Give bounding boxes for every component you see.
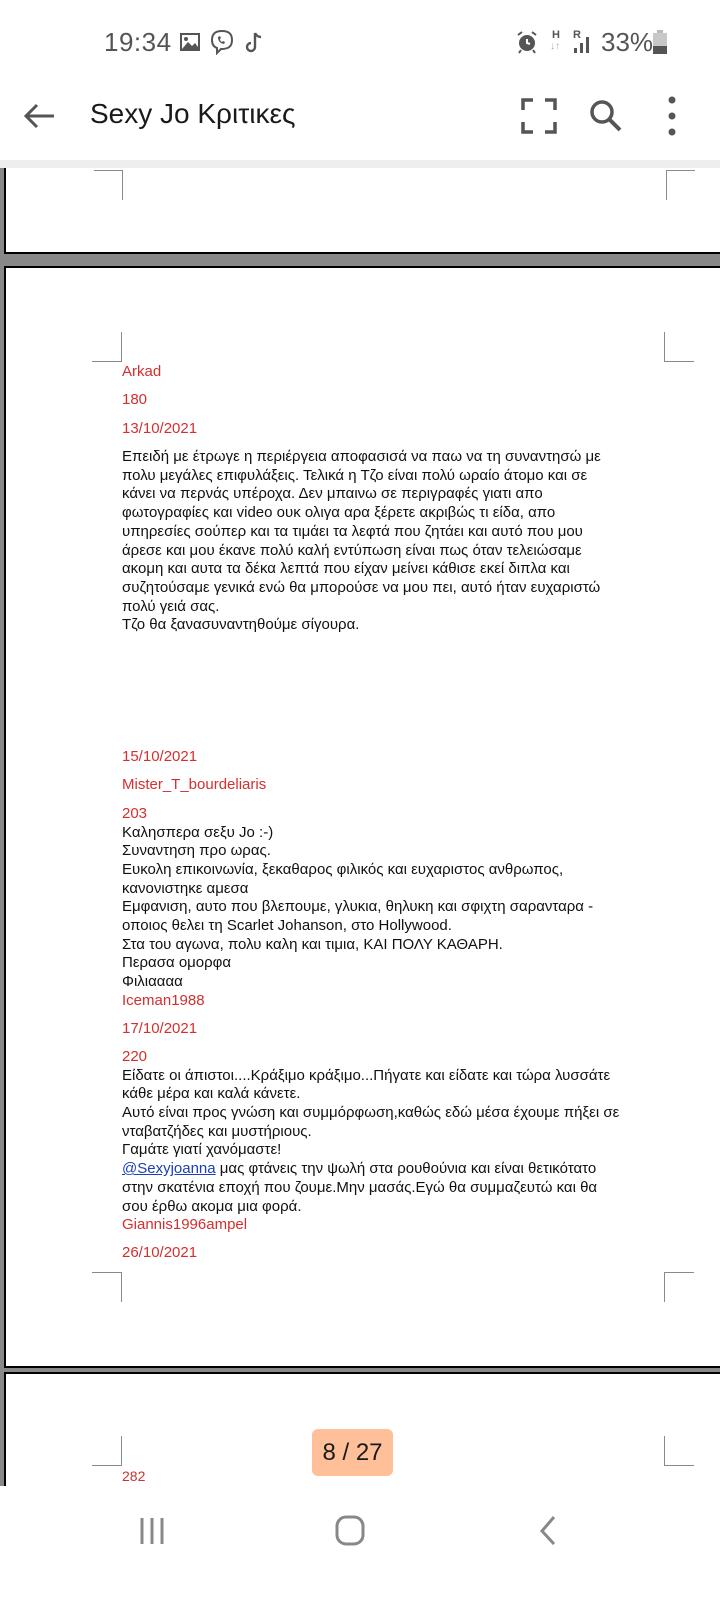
review-body-line: Γαμάτε γιατί χανόμαστε!	[122, 1141, 282, 1159]
signal-bars-icon	[573, 33, 593, 53]
search-icon[interactable]	[584, 94, 628, 138]
review-body-line: κάθε μέρα και καλά κάνετε.	[122, 1085, 301, 1103]
mention-link[interactable]: @Sexyjoanna	[122, 1160, 216, 1178]
review-author: Arkad	[122, 363, 162, 380]
crop-mark-bottom-left	[92, 1272, 122, 1302]
review-body-line: πολύ γειά σας.	[122, 597, 220, 615]
review-body-line: Στα του αγωνα, πολυ καλη και τιμια, ΚΑΙ ΠΟΛΥ ΚΑΘΑΡΗ.	[122, 935, 503, 953]
review-body-line: Τζο θα ξανασυναντηθούμε σίγουρα.	[122, 616, 360, 634]
review-date: 17/10/2021	[122, 1020, 198, 1037]
review-body-line: Αυτό είναι προς γνώση και συμμόρφωση,καθώς εδώ μέσα έχουμε πήξει σε	[122, 1104, 620, 1121]
review-body-line: συζητούσαμε γενικά ενώ θα μπορούσε να μου πει, αυτό ήταν ευχαριστώ	[122, 578, 601, 596]
review-body-line: Περασα ομορφα	[122, 954, 232, 972]
tiktok-icon	[245, 31, 265, 53]
battery-percent: 33%	[601, 27, 654, 57]
crop-mark-top-right	[664, 1436, 694, 1466]
battery-icon	[652, 30, 668, 54]
review-body-line: κανονιστηκε αμεσα	[122, 879, 249, 897]
network-type-label: H	[552, 29, 560, 41]
review-body-line: Είδατε οι άπιστοι....Κράξιμο κράξιμο...Πήγατε και είδατε και τώρα λυσσάτε	[122, 1066, 611, 1084]
review-body-line: νταβατζήδες και μυστήριους.	[122, 1122, 312, 1140]
status-time: 19:34	[104, 27, 172, 57]
arrow-left-icon[interactable]	[22, 98, 58, 134]
review-body-line: Φιλιαααα	[122, 973, 183, 991]
review-number: 282	[122, 1468, 146, 1484]
alarm-icon	[515, 30, 539, 54]
hspa-data-icon	[549, 29, 565, 55]
viber-icon	[209, 29, 235, 55]
review-number: 180	[122, 391, 148, 408]
review-author: Mister_T_bourdeliaris	[122, 776, 267, 793]
roaming-signal-icon	[571, 29, 595, 55]
roaming-label: R	[573, 29, 581, 41]
document-viewport[interactable]	[0, 168, 720, 1486]
review-date: 13/10/2021	[122, 420, 198, 437]
crop-mark-top-right	[666, 170, 695, 200]
mention-rest-text: μας φτάνεις την ψωλή στα ρουθούνια και είναι θετικότατο	[215, 1160, 597, 1178]
crop-mark-bottom-right	[664, 1272, 694, 1302]
review-body-line: σου έρθω ακομα μια φορά.	[122, 1197, 302, 1215]
review-body-line: Εμφανιση, αυτο που βλεπουμε, γλυκια, θηλυκη και σφιχτη σαρανταρα -	[122, 898, 594, 916]
review-body-line: υπηρεσίες σούπερ και τα τιμάει τα λεφτά που ζητάει και αυτό που μου	[122, 522, 583, 540]
review-number: 203	[122, 805, 148, 822]
app-toolbar	[0, 84, 720, 160]
crop-mark-top-left	[94, 170, 123, 200]
home-icon[interactable]	[320, 1510, 380, 1550]
status-bar	[0, 0, 720, 84]
review-author: Giannis1996ampel	[122, 1216, 248, 1233]
document-title: Sexy Jo Κριτικες	[90, 98, 296, 129]
data-arrows-icon: ↓↑	[550, 41, 560, 52]
page-indicator: 8 / 27	[312, 1429, 393, 1476]
crop-mark-top-left	[92, 332, 122, 362]
review-body-line: Καλησπερα σεξυ Jo :-)	[122, 823, 274, 841]
recent-apps-icon[interactable]	[122, 1510, 182, 1550]
system-nav-bar	[0, 1486, 720, 1600]
crop-mark-top-right	[664, 332, 694, 362]
review-body-line	[122, 1160, 596, 1179]
review-body-line: φωτογραφίες και video ουκ ολιγα αρα ξέρετε ακριβώς τι είδα, απο	[122, 504, 556, 522]
review-body-line: άρεσε και μου έκανε πολύ καλή εντύπωση είναι πως όταν τελειώσαμε	[122, 541, 582, 559]
review-body-line: Συναντηση προ ωρας.	[122, 842, 271, 860]
review-author: Iceman1988	[122, 991, 205, 1009]
toolbar-divider	[0, 160, 720, 168]
review-body-line: πολυ μεγάλες επιφυλάξεις. Τελικά η Τζο είναι πολύ ωραίο άτομο και σε	[122, 466, 588, 484]
review-body-line: ακομη και αυτα τα δέκα λεπτά που είχαν μείνει κάθισε εκεί διπλα και	[122, 560, 570, 578]
review-date: 15/10/2021	[122, 748, 198, 765]
more-vert-icon[interactable]	[651, 94, 695, 138]
back-icon[interactable]	[518, 1510, 578, 1550]
review-body-line: Επειδή με έτρωγε η περιέργεια αποφασισά να παω να τη συναντησώ με	[122, 448, 601, 465]
review-body-line: οποιος θελει τη Scarlet Johanson, στο Hollywood.	[122, 917, 452, 934]
review-number: 220	[122, 1048, 148, 1065]
review-date: 26/10/2021	[122, 1244, 198, 1261]
crop-mark-top-left	[92, 1436, 122, 1466]
fullscreen-icon[interactable]	[517, 94, 561, 138]
review-body-line: στην σκατένια εποχή που ζουμε.Μην μασάς.Εγώ θα συμμαζευτώ και θα	[122, 1178, 598, 1196]
pdf-page-previous	[4, 168, 720, 254]
gallery-icon	[179, 31, 201, 53]
pdf-page-current	[4, 266, 720, 1368]
review-body-line: κάνει να περνάς υπέροχα. Δεν μπαινω σε περιγραφές γιατι απο	[122, 485, 543, 503]
review-body-line: Ευκολη επικοινωνία, ξεκαθαρος φιλικός και ευχαριστος ανθρωπος,	[122, 860, 564, 878]
